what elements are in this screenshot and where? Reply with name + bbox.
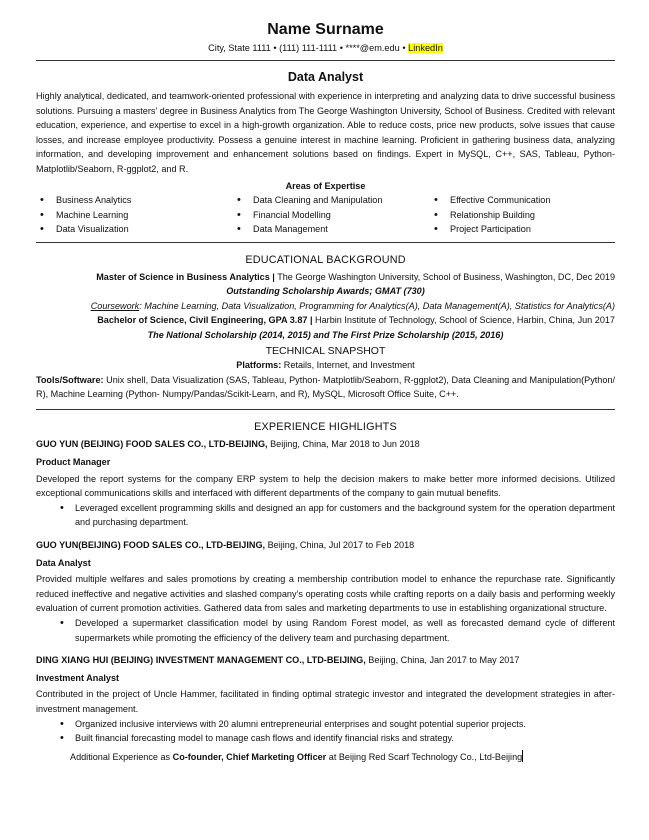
platforms-line — [36, 358, 615, 373]
ms-degree: Master of Science in Business Analytics | — [96, 271, 275, 282]
job-entry — [36, 437, 615, 530]
additional-role: Co-founder, Chief Marketing Officer — [172, 751, 327, 762]
expertise-list — [36, 193, 615, 237]
expertise-item: • Machine Learning — [36, 208, 233, 223]
job-description: Developed the report systems for the company ERP system to help the decision makers to make better more informed decisions. Utilized exceptional communications skills and interfaced with different departments of the company to gain mutual benefits. — [36, 473, 615, 499]
additional-experience — [36, 750, 615, 765]
coursework-label: Coursework — [90, 300, 140, 311]
additional-prefix: Additional Experience as — [70, 751, 173, 762]
job-meta: Beijing, China, Mar 2018 to Jun 2018 — [267, 439, 420, 450]
expertise-item: • Data Cleaning and Manipulation — [233, 193, 430, 208]
job-company-line — [36, 437, 615, 452]
divider — [36, 409, 615, 410]
expertise-item: • Relationship Building — [430, 208, 610, 223]
job-role: Data Analyst — [36, 557, 91, 568]
education-heading: EDUCATIONAL BACKGROUND — [245, 253, 406, 266]
job-description: Provided multiple welfares and sales promotions by creating a membership contribution model to enhance the repurchase rate. Significantly reduced ineffective and negative activities and slashed company’s operating costs while crafting reports on a daily basis and performing weekly evaluation of current promotion activities. Gathered data from sales and marketing departments to use in establishing organizational structure. — [36, 574, 615, 614]
additional-suffix: at Beijing Red Scarf Technology Co., Ltd-Beijing — [326, 751, 523, 762]
expertise-item: • Data Management — [233, 222, 430, 237]
job-bullet: • Leveraged excellent programming skills and designed an app for customers and the background system for the operation department and purchasing department. — [36, 501, 615, 530]
contact-line — [36, 42, 615, 54]
job-entry — [36, 653, 615, 746]
job-role: Product Manager — [36, 457, 111, 468]
job-meta: Beijing, China, Jul 2017 to Feb 2018 — [265, 540, 415, 551]
divider — [36, 242, 615, 243]
job-company: DING XIANG HUI (BEIJING) INVESTMENT MANAGEMENT CO., LTD-BEIJING, — [36, 655, 366, 666]
resume-title: Data Analyst — [287, 70, 364, 84]
tools-value: Unix shell, Data Visualization (SAS, Tableau, Python- Matplotlib/Seaborn, R-ggplot2), Data Cleaning and Manipulation(Python/ R), Machine Learning (Python- Numpy/Pandas/Scikit-Learn, and R), MySQL, Microsoft Office Suite, C++. — [36, 374, 615, 400]
bs-degree-line — [36, 313, 615, 328]
bs-degree: Bachelor of Science, Civil Engineering, GPA 3.87 | — [97, 315, 313, 326]
technical-heading: TECHNICAL SNAPSHOT — [265, 344, 386, 357]
contact-details: City, State 1111 • (111) 111-1111 • ****@em.edu • — [208, 43, 409, 53]
job-company-line — [36, 538, 615, 553]
divider — [36, 60, 615, 61]
job-company: GUO YUN(BEIJING) FOOD SALES CO., LTD-BEIJING, — [36, 540, 266, 551]
ms-school: The George Washington University, School of Business, Washington, DC, Dec 2019 — [274, 271, 615, 282]
job-bullets — [36, 501, 615, 530]
ms-degree-line — [36, 270, 615, 285]
linkedin-link[interactable]: LinkedIn — [408, 43, 443, 53]
ms-awards: Outstanding Scholarship Awards; GMAT (730) — [226, 286, 425, 297]
experience-heading: EXPERIENCE HIGHLIGHTS — [254, 420, 397, 433]
job-bullet: • Developed a supermarket classification model by using Random Forest model, as well as forecasted demand cycle of different supermarkets while promoting the efficiency of the delivery team and purchasing department. — [36, 616, 615, 645]
platforms-label: Platforms: — [236, 360, 282, 371]
bs-school: Harbin Institute of Technology, School of Science, Harbin, China, Jun 2017 — [312, 315, 615, 326]
expertise-item: • Project Participation — [430, 222, 610, 237]
job-bullets — [36, 717, 615, 746]
job-entry — [36, 538, 615, 645]
expertise-item: • Effective Communication — [430, 193, 610, 208]
job-meta: Beijing, China, Jan 2017 to May 2017 — [365, 655, 520, 666]
coursework-line — [36, 299, 615, 314]
job-company: GUO YUN (BEIJING) FOOD SALES CO., LTD-BEIJING, — [36, 439, 268, 450]
job-bullet: • Built financial forecasting model to manage cash flows and identify financial risks and strategy. — [36, 731, 615, 746]
job-company-line — [36, 653, 615, 668]
job-bullet: • Organized inclusive interviews with 20 alumni entrepreneurial enterprises and sought potential superior projects. — [36, 717, 615, 732]
text-cursor — [522, 750, 523, 762]
platforms-value: Retails, Internet, and Investment — [281, 360, 415, 371]
tools-line — [36, 373, 615, 402]
summary-paragraph: Highly analytical, dedicated, and teamwork-oriented professional with experience in interpreting and analyzing data to drive successful business solutions. Pursuing a masters’ degree in Business Analytics from The George Washington University, School of Business. Credited with relevant education, experience, and expertise to excel in a high-growth organization. Able to reduce costs, price new products, solve issues that cause losses, and increase employee productivity. Possess a genuine interest in machine learning. Proficient in gathering business data, analyzing information, and developing improvement and enhancement solutions based on findings. Expert in MySQL, C++, SAS, Tableau, Python-Matplotlib/Seaborn, R-ggplot2, and R. — [36, 91, 615, 174]
candidate-name: Name Surname — [267, 21, 384, 38]
job-bullets — [36, 616, 615, 645]
coursework-list: : Machine Learning, Data Visualization, Programming for Analytics(A), Data Management(A), Statistics for Analytics(A) — [139, 300, 615, 311]
bs-awards: The National Scholarship (2014, 2015) and The First Prize Scholarship (2015, 2016) — [147, 329, 504, 340]
expertise-item: • Business Analytics — [36, 193, 233, 208]
job-description: Contributed in the project of Uncle Hammer, facilitated in finding optimal strategic investor and integrated the development strategies in after-investment management. — [36, 689, 615, 714]
expertise-heading: Areas of Expertise — [285, 180, 366, 191]
job-role: Investment Analyst — [36, 672, 120, 683]
expertise-item: • Financial Modelling — [233, 208, 430, 223]
tools-label: Tools/Software: — [36, 374, 104, 385]
expertise-item: • Data Visualization — [36, 222, 233, 237]
